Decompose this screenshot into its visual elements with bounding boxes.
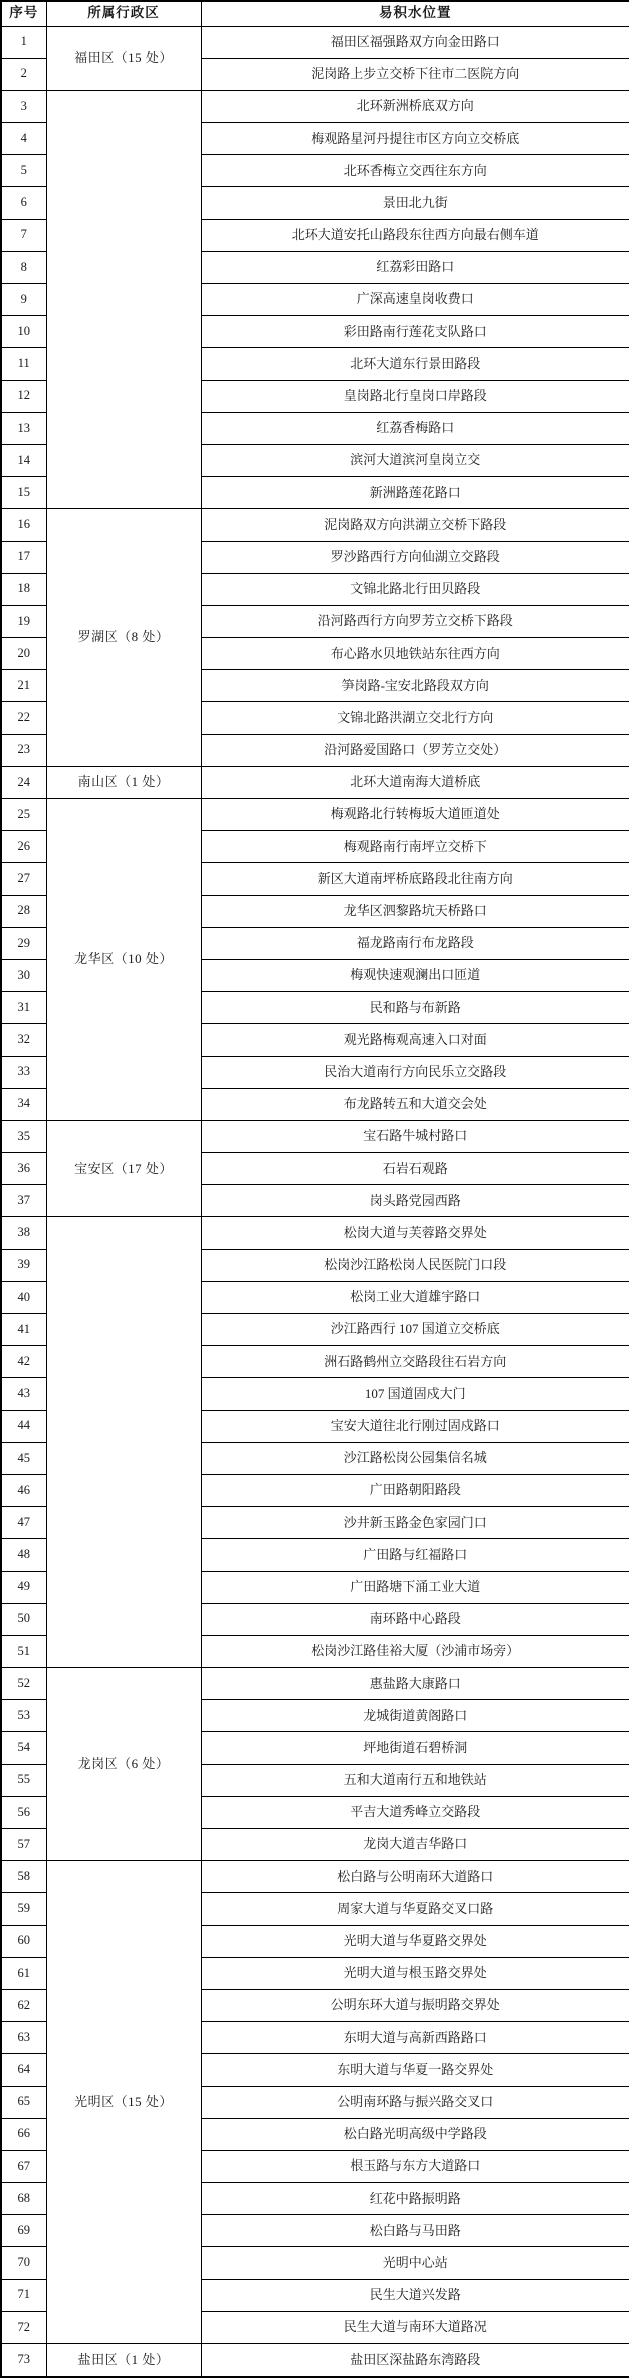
row-number-cell: 67 [1,2150,46,2182]
row-number-cell: 56 [1,1796,46,1828]
row-number-cell: 49 [1,1571,46,1603]
location-cell: 龙华区泗黎路坑天桥路口 [201,895,629,927]
location-cell: 沿河路西行方向罗芳立交桥下路段 [201,605,629,637]
location-cell: 公明东环大道与振明路交界处 [201,1989,629,2021]
row-number-cell: 15 [1,477,46,509]
row-number-cell: 18 [1,573,46,605]
location-cell: 松岗工业大道雄宇路口 [201,1281,629,1313]
row-number-cell: 41 [1,1314,46,1346]
district-cell: 龙华区（10 处） [46,799,201,1121]
table-row [1,1861,629,1893]
row-number-cell: 22 [1,702,46,734]
location-cell: 民治大道南行方向民乐立交路段 [201,1056,629,1088]
row-number-cell: 29 [1,927,46,959]
row-number-cell: 68 [1,2183,46,2215]
table-row [1,90,629,122]
location-cell: 滨河大道滨河皇岗立交 [201,444,629,476]
row-number-cell: 46 [1,1474,46,1506]
location-cell: 周家大道与华夏路交叉口路 [201,1893,629,1925]
location-cell: 龙岗大道吉华路口 [201,1829,629,1861]
location-cell: 根玉路与东方大道路口 [201,2150,629,2182]
row-number-cell: 39 [1,1249,46,1281]
row-number-cell: 12 [1,380,46,412]
location-cell: 北环大道安托山路段东往西方向最右侧车道 [201,219,629,251]
row-number-cell: 21 [1,670,46,702]
row-number-cell: 5 [1,155,46,187]
location-cell: 松岗沙江路松岗人民医院门口段 [201,1249,629,1281]
table-row [1,26,629,58]
location-cell: 平吉大道秀峰立交路段 [201,1796,629,1828]
location-cell: 民生大道兴发路 [201,2279,629,2311]
location-cell: 民生大道与南环大道路况 [201,2311,629,2343]
location-cell: 沿河路爱国路口（罗芳立交处） [201,734,629,766]
row-number-cell: 48 [1,1539,46,1571]
location-cell: 北环大道南海大道桥底 [201,766,629,798]
location-cell: 宝安大道往北行刚过固戍路口 [201,1410,629,1442]
row-number-cell: 34 [1,1088,46,1120]
location-cell: 梅观路星河丹提往市区方向立交桥底 [201,123,629,155]
district-cell [46,1217,201,1668]
row-number-cell: 1 [1,26,46,58]
row-number-cell: 27 [1,863,46,895]
row-number-cell: 52 [1,1668,46,1700]
table-row [1,509,629,541]
row-number-cell: 19 [1,605,46,637]
location-cell: 北环大道东行景田路段 [201,348,629,380]
row-number-cell: 13 [1,412,46,444]
district-cell: 盐田区（1 处） [46,2344,201,2378]
location-cell: 东明大道与高新西路路口 [201,2022,629,2054]
row-number-cell: 25 [1,799,46,831]
location-cell: 东明大道与华夏一路交界处 [201,2054,629,2086]
location-cell: 皇岗路北行皇岗口岸路段 [201,380,629,412]
row-number-cell: 43 [1,1378,46,1410]
row-number-cell: 14 [1,444,46,476]
location-cell: 龙城街道黄阁路口 [201,1700,629,1732]
row-number-cell: 65 [1,2086,46,2118]
row-number-cell: 40 [1,1281,46,1313]
row-number-cell: 31 [1,992,46,1024]
row-number-cell: 26 [1,831,46,863]
location-cell: 笋岗路-宝安北路段双方向 [201,670,629,702]
row-number-cell: 63 [1,2022,46,2054]
location-cell: 泥岗路上步立交桥下往市二医院方向 [201,58,629,90]
location-cell: 岗头路党园西路 [201,1185,629,1217]
row-number-cell: 3 [1,90,46,122]
location-cell: 盐田区深盐路东湾路段 [201,2344,629,2378]
row-number-cell: 71 [1,2279,46,2311]
row-number-cell: 45 [1,1442,46,1474]
row-number-cell: 69 [1,2215,46,2247]
location-cell: 南环路中心路段 [201,1603,629,1635]
location-cell: 松白路与马田路 [201,2215,629,2247]
location-cell: 北环香梅立交西往东方向 [201,155,629,187]
table-row [1,799,629,831]
location-cell: 布龙路转五和大道交会处 [201,1088,629,1120]
location-cell: 宝石路牛城村路口 [201,1120,629,1152]
row-number-cell: 59 [1,1893,46,1925]
location-cell: 观光路梅观高速入口对面 [201,1024,629,1056]
location-cell: 光明大道与根玉路交界处 [201,1957,629,1989]
row-number-cell: 62 [1,1989,46,2021]
location-cell: 梅观路北行转梅坂大道匝道处 [201,799,629,831]
location-cell: 梅观快速观澜出口匝道 [201,959,629,991]
location-cell: 广田路朝阳路段 [201,1474,629,1506]
table-row [1,1217,629,1249]
location-cell: 坪地街道石碧桥洞 [201,1732,629,1764]
row-number-cell: 7 [1,219,46,251]
row-number-cell: 70 [1,2247,46,2279]
row-number-cell: 28 [1,895,46,927]
table-row [1,2344,629,2378]
header-serial-number: 序号 [1,1,46,26]
row-number-cell: 64 [1,2054,46,2086]
location-cell: 新洲路莲花路口 [201,477,629,509]
location-cell: 红荔彩田路口 [201,251,629,283]
header-district: 所属行政区 [46,1,201,26]
row-number-cell: 73 [1,2344,46,2378]
table-row [1,766,629,798]
row-number-cell: 6 [1,187,46,219]
location-cell: 梅观路南行南坪立交桥下 [201,831,629,863]
location-cell: 沙井新玉路金色家园门口 [201,1507,629,1539]
district-cell: 南山区（1 处） [46,766,201,798]
location-cell: 彩田路南行莲花支队路口 [201,316,629,348]
row-number-cell: 54 [1,1732,46,1764]
row-number-cell: 16 [1,509,46,541]
location-cell: 松岗沙江路佳裕大厦（沙浦市场旁） [201,1635,629,1667]
location-cell: 松白路与公明南环大道路口 [201,1861,629,1893]
table-header [1,1,629,26]
location-cell: 红荔香梅路口 [201,412,629,444]
row-number-cell: 17 [1,541,46,573]
table-body [1,26,629,2377]
row-number-cell: 23 [1,734,46,766]
district-cell: 龙岗区（6 处） [46,1668,201,1861]
row-number-cell: 4 [1,123,46,155]
district-cell: 宝安区（17 处） [46,1120,201,1217]
location-cell: 光明中心站 [201,2247,629,2279]
row-number-cell: 47 [1,1507,46,1539]
row-number-cell: 2 [1,58,46,90]
location-cell: 罗沙路西行方向仙湖立交路段 [201,541,629,573]
row-number-cell: 36 [1,1153,46,1185]
district-cell: 光明区（15 处） [46,1861,201,2344]
row-number-cell: 35 [1,1120,46,1152]
location-cell: 沙江路松岗公园集信名城 [201,1442,629,1474]
location-cell: 松岗大道与芙蓉路交界处 [201,1217,629,1249]
table-row [1,1668,629,1700]
row-number-cell: 50 [1,1603,46,1635]
row-number-cell: 38 [1,1217,46,1249]
row-number-cell: 30 [1,959,46,991]
row-number-cell: 33 [1,1056,46,1088]
header-row [1,1,629,26]
location-cell: 松白路光明高级中学路段 [201,2118,629,2150]
row-number-cell: 9 [1,284,46,316]
row-number-cell: 53 [1,1700,46,1732]
location-cell: 民和路与布新路 [201,992,629,1024]
row-number-cell: 11 [1,348,46,380]
row-number-cell: 72 [1,2311,46,2343]
location-cell: 广田路与红福路口 [201,1539,629,1571]
location-cell: 泥岗路双方向洪湖立交桥下路段 [201,509,629,541]
location-cell: 北环新洲桥底双方向 [201,90,629,122]
row-number-cell: 44 [1,1410,46,1442]
location-cell: 公明南环路与振兴路交叉口 [201,2086,629,2118]
location-cell: 广深高速皇岗收费口 [201,284,629,316]
row-number-cell: 66 [1,2118,46,2150]
location-cell: 107 国道固戍大门 [201,1378,629,1410]
location-cell: 布心路水贝地铁站东往西方向 [201,638,629,670]
row-number-cell: 55 [1,1764,46,1796]
row-number-cell: 10 [1,316,46,348]
district-cell [46,90,201,508]
location-cell: 五和大道南行五和地铁站 [201,1764,629,1796]
row-number-cell: 57 [1,1829,46,1861]
row-number-cell: 20 [1,638,46,670]
location-cell: 洲石路鹤州立交路段往石岩方向 [201,1346,629,1378]
district-cell: 福田区（15 处） [46,26,201,90]
location-cell: 红花中路振明路 [201,2183,629,2215]
location-cell: 广田路塘下涌工业大道 [201,1571,629,1603]
header-location: 易积水位置 [201,1,629,26]
row-number-cell: 60 [1,1925,46,1957]
location-cell: 光明大道与华夏路交界处 [201,1925,629,1957]
row-number-cell: 37 [1,1185,46,1217]
district-cell: 罗湖区（8 处） [46,509,201,767]
location-cell: 福龙路南行布龙路段 [201,927,629,959]
location-cell: 沙江路西行 107 国道立交桥底 [201,1314,629,1346]
location-cell: 惠盐路大康路口 [201,1668,629,1700]
row-number-cell: 51 [1,1635,46,1667]
location-cell: 新区大道南坪桥底路段北往南方向 [201,863,629,895]
row-number-cell: 42 [1,1346,46,1378]
table-row [1,1120,629,1152]
row-number-cell: 32 [1,1024,46,1056]
row-number-cell: 58 [1,1861,46,1893]
location-cell: 景田北九街 [201,187,629,219]
row-number-cell: 24 [1,766,46,798]
location-cell: 石岩石观路 [201,1153,629,1185]
location-cell: 文锦北路洪湖立交北行方向 [201,702,629,734]
row-number-cell: 61 [1,1957,46,1989]
row-number-cell: 8 [1,251,46,283]
location-cell: 文锦北路北行田贝路段 [201,573,629,605]
location-cell: 福田区福强路双方向金田路口 [201,26,629,58]
